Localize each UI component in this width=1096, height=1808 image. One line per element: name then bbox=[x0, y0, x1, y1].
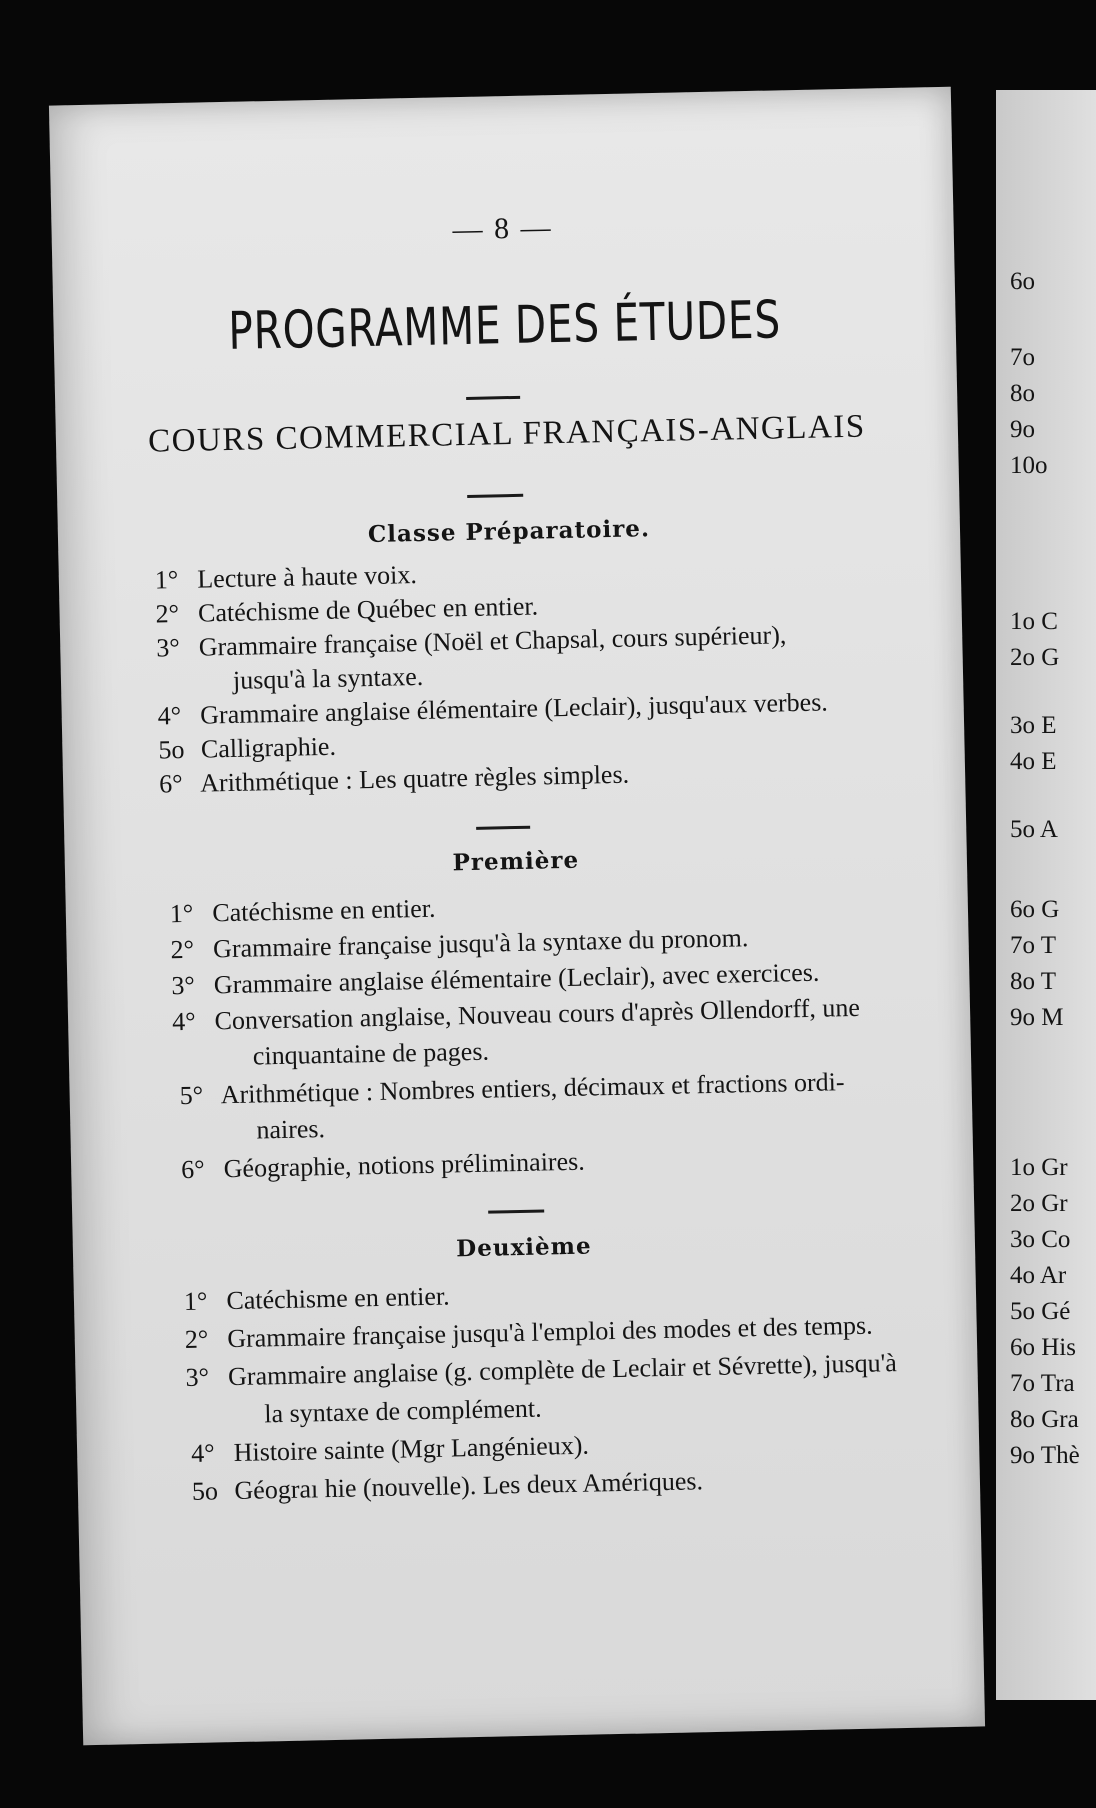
list-item bbox=[172, 993, 860, 1037]
page-subtitle: COURS COMMERCIAL FRANÇAIS-ANGLAIS bbox=[147, 408, 866, 460]
facing-fragment: 9o Thè bbox=[1010, 1442, 1080, 1469]
item-text: Géographie, notions préliminaires. bbox=[223, 1146, 585, 1184]
list-item bbox=[184, 1311, 872, 1355]
item-text: Grammaire française jusqu'à la syntaxe du pronom. bbox=[212, 923, 749, 964]
item-number: 2° bbox=[170, 934, 195, 965]
item-text: Grammaire anglaise élémentaire (Leclair), jusqu'aux verbes. bbox=[199, 687, 829, 730]
facing-fragment: 6o His bbox=[1010, 1334, 1076, 1361]
item-continuation: jusqu'à la syntaxe. bbox=[232, 661, 424, 695]
item-text: Catéchisme en entier. bbox=[226, 1281, 450, 1316]
item-text: Grammaire française jusqu'à l'emploi des modes et des temps. bbox=[226, 1310, 873, 1354]
facing-fragment: 1o Gr bbox=[1010, 1154, 1068, 1181]
item-number: 4° bbox=[171, 1006, 196, 1037]
item-number: 4° bbox=[190, 1438, 215, 1468]
facing-fragment: 6o G bbox=[1010, 896, 1060, 923]
item-number: 6° bbox=[180, 1154, 205, 1185]
page-number: — 8 — bbox=[452, 211, 553, 247]
facing-fragment: 8o bbox=[1010, 380, 1035, 407]
item-number: 3° bbox=[185, 1362, 210, 1393]
item-number: 1° bbox=[169, 898, 194, 929]
facing-fragment: 5o Gé bbox=[1010, 1298, 1071, 1325]
item-text: Grammaire française (Noël et Chapsal, cours supérieur), bbox=[198, 620, 787, 662]
facing-fragment: 6o bbox=[1010, 268, 1035, 295]
item-number: 5o bbox=[191, 1476, 219, 1506]
item-number: 3° bbox=[171, 970, 196, 1001]
list-item bbox=[159, 760, 629, 800]
facing-fragment: 3o E bbox=[1010, 712, 1057, 739]
list-item bbox=[191, 1431, 589, 1469]
facing-page-edge bbox=[996, 90, 1096, 1700]
facing-fragment: 8o Gra bbox=[1010, 1406, 1079, 1433]
list-item bbox=[181, 1147, 585, 1185]
item-text: Catéchisme en entier. bbox=[212, 893, 436, 928]
item-number: 2° bbox=[184, 1324, 209, 1355]
facing-fragment: 5o A bbox=[1010, 816, 1058, 843]
facing-fragment: 7o bbox=[1010, 344, 1035, 371]
list-item bbox=[192, 1466, 704, 1507]
item-number: 3° bbox=[156, 633, 181, 663]
item-text: Calligraphie. bbox=[200, 731, 337, 764]
section-rule bbox=[476, 826, 530, 830]
item-text: Conversation anglaise, Nouveau cours d'après Ollendorff, une bbox=[214, 992, 861, 1036]
facing-fragment: 4o Ar bbox=[1010, 1262, 1067, 1289]
subtitle-rule bbox=[467, 494, 523, 498]
item-text: Arithmétique : Les quatre règles simples. bbox=[199, 759, 630, 798]
list-item bbox=[155, 591, 538, 629]
facing-fragment: 8o T bbox=[1010, 968, 1057, 995]
item-continuation: naires. bbox=[256, 1114, 326, 1145]
item-number: 6° bbox=[158, 768, 183, 799]
item-number: 5° bbox=[179, 1080, 204, 1111]
list-item bbox=[179, 1067, 844, 1111]
facing-fragment: 3o Co bbox=[1010, 1226, 1071, 1253]
item-text: Arithmétique : Nombres entiers, décimaux et fractions ordi- bbox=[220, 1067, 845, 1110]
item-text: Grammaire anglaise (g. complète de Leclair et Sévrette), jusqu'à bbox=[227, 1348, 898, 1392]
item-text: Histoire sainte (Mgr Langénieux). bbox=[233, 1430, 590, 1468]
facing-fragment: 7o T bbox=[1010, 932, 1057, 959]
item-text: Lecture à haute voix. bbox=[197, 560, 418, 594]
item-continuation: la syntaxe de complément. bbox=[264, 1393, 542, 1429]
list-item bbox=[155, 560, 418, 595]
list-item bbox=[185, 1348, 897, 1393]
item-number: 2° bbox=[155, 599, 180, 629]
item-text: Géograı hie (nouvelle). Les deux Amériques. bbox=[234, 1466, 704, 1506]
item-continuation: cinquantaine de pages. bbox=[252, 1036, 490, 1071]
facing-fragment: 4o E bbox=[1010, 748, 1057, 775]
facing-fragment: 2o Gr bbox=[1010, 1190, 1068, 1217]
title-rule bbox=[466, 396, 520, 400]
facing-fragment: 1o C bbox=[1010, 608, 1058, 635]
list-item bbox=[170, 923, 748, 965]
section-heading-premiere: Première bbox=[452, 846, 580, 877]
section-heading-preparatoire: Classe Préparatoire. bbox=[367, 515, 651, 549]
facing-fragment: 9o bbox=[1010, 416, 1035, 443]
list-item bbox=[158, 732, 336, 766]
facing-fragment: 10o bbox=[1010, 452, 1048, 479]
list-item bbox=[170, 894, 436, 930]
facing-fragment: 9o M bbox=[1010, 1004, 1064, 1031]
item-number: 1° bbox=[154, 565, 179, 595]
section-rule bbox=[488, 1209, 544, 1213]
section-heading-deuxieme: Deuxième bbox=[455, 1232, 592, 1263]
facing-fragment: 7o Tra bbox=[1010, 1370, 1075, 1397]
item-number: 5o bbox=[158, 734, 185, 765]
item-text: Grammaire anglaise élémentaire (Leclair), avec exercices. bbox=[213, 957, 820, 1000]
item-number: 1° bbox=[183, 1286, 208, 1317]
item-text: Catéchisme de Québec en entier. bbox=[197, 591, 539, 628]
item-number: 4° bbox=[157, 700, 182, 731]
page-title: PROGRAMME DES ÉTUDES bbox=[227, 290, 782, 362]
book-page bbox=[49, 87, 985, 1746]
list-item bbox=[184, 1281, 450, 1317]
facing-fragment: 2o G bbox=[1010, 644, 1060, 671]
